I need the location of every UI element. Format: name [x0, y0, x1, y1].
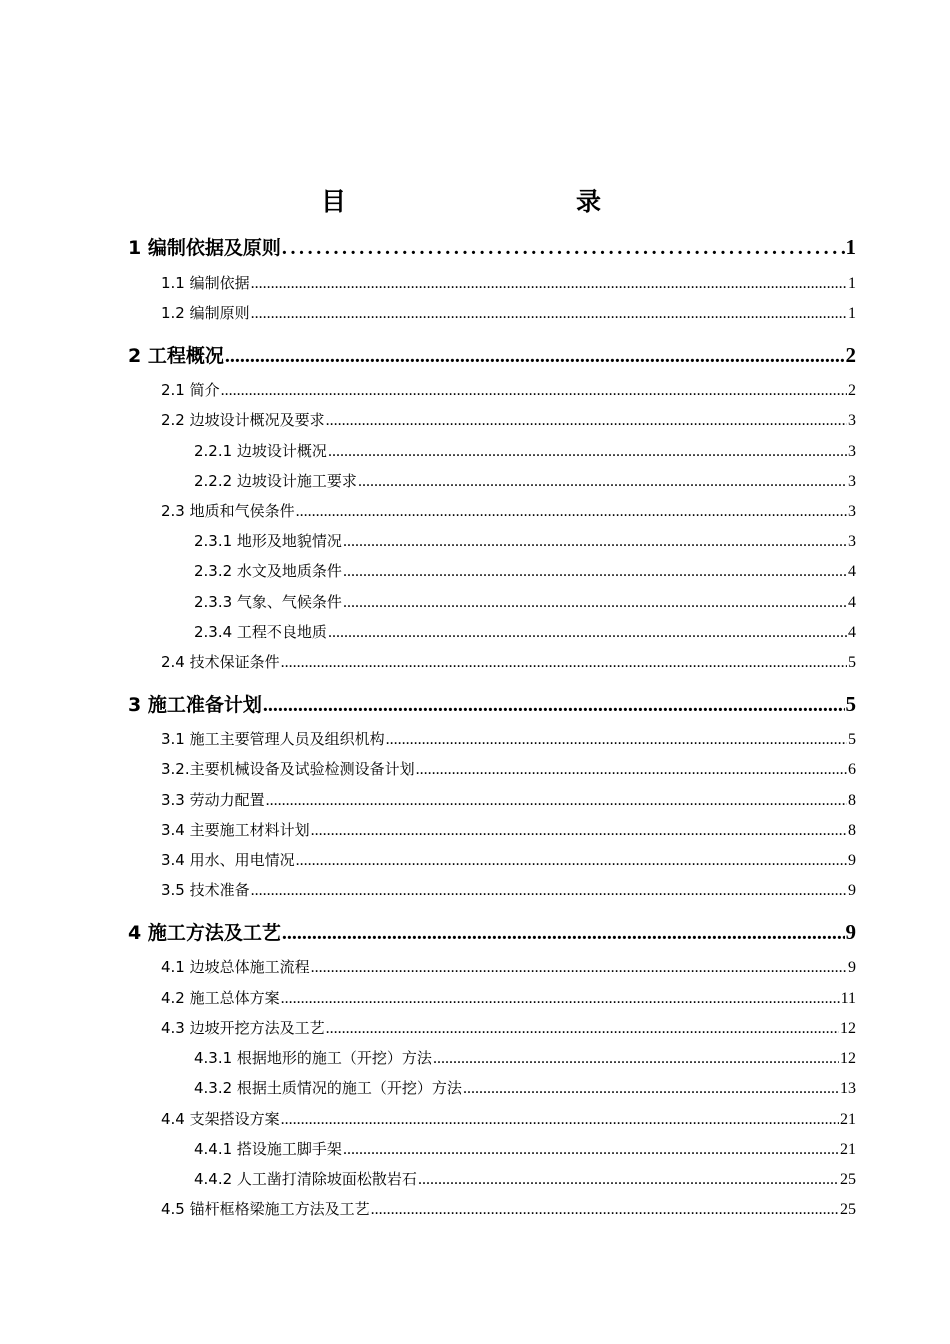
dot-leader — [251, 275, 847, 293]
toc-entry-2-3-1[interactable] — [194, 530, 856, 556]
toc-entry-4-1[interactable] — [161, 956, 856, 982]
dot-leader — [266, 792, 847, 810]
dot-leader — [463, 1080, 839, 1098]
dot-leader — [251, 305, 847, 323]
toc-entry-label: 2.3.1 地形及地貌情况 — [194, 532, 342, 550]
dot-leader — [296, 852, 847, 870]
dot-leader — [371, 1201, 839, 1219]
toc-entry-4-4[interactable] — [161, 1108, 856, 1134]
toc-entry-label: 4.3.2 根据土质情况的施工（开挖）方法 — [194, 1079, 462, 1097]
toc-entry-2[interactable] — [128, 341, 856, 367]
dot-leader — [326, 412, 847, 430]
toc-entry-label: 2.2.2 边坡设计施工要求 — [194, 472, 357, 490]
toc-entry-label: 2.4 技术保证条件 — [161, 653, 280, 671]
toc-entry-3-2[interactable] — [161, 758, 856, 784]
toc-entry-label: 2.2.1 边坡设计概况 — [194, 442, 327, 460]
toc-entry-1[interactable] — [128, 233, 856, 259]
toc-entry-3-4b[interactable] — [161, 849, 856, 875]
toc-entry-4-5[interactable] — [161, 1198, 856, 1224]
toc-entry-label: 2.3.2 水文及地质条件 — [194, 562, 342, 580]
toc-entry-2-2[interactable] — [161, 409, 856, 435]
toc-entry-page: 3 — [848, 443, 856, 460]
toc-entry-page: 2 — [845, 343, 856, 367]
toc-entry-4-3-2[interactable] — [194, 1077, 856, 1103]
dot-leader — [343, 594, 847, 612]
toc-entry-page: 4 — [848, 594, 856, 611]
toc-entry-label: 3.4 用水、用电情况 — [161, 851, 295, 869]
dot-leader — [326, 1020, 839, 1038]
toc-entry-page: 1 — [848, 275, 856, 292]
toc-entry-page: 1 — [845, 235, 856, 259]
toc-entry-label: 2.3.4 工程不良地质 — [194, 623, 327, 641]
toc-entry-label: 3.1 施工主要管理人员及组织机构 — [161, 730, 385, 748]
toc-entry-2-3-2[interactable] — [194, 560, 856, 586]
dot-leader — [328, 624, 847, 642]
toc-entry-4-4-1[interactable] — [194, 1138, 856, 1164]
toc-entry-label: 1.2 编制原则 — [161, 304, 250, 322]
dot-leader — [386, 731, 847, 749]
toc-entry-label: 3.5 技术准备 — [161, 881, 250, 899]
toc-entry-page: 25 — [840, 1201, 856, 1218]
toc-entry-3-3[interactable] — [161, 789, 856, 815]
toc-entry-label: 1.1 编制依据 — [161, 274, 250, 292]
dot-leader — [416, 761, 847, 779]
toc-entry-label: 4 施工方法及工艺 — [128, 922, 281, 944]
toc-entry-label: 4.5 锚杆框格梁施工方法及工艺 — [161, 1200, 370, 1218]
toc-entry-page: 8 — [848, 822, 856, 839]
toc-entry-page: 5 — [848, 654, 856, 671]
toc-entry-page: 13 — [840, 1080, 856, 1097]
toc-entry-2-4[interactable] — [161, 651, 856, 677]
toc-entry-label: 4.3 边坡开挖方法及工艺 — [161, 1019, 325, 1037]
dot-leader — [343, 533, 847, 551]
dot-leader — [296, 503, 847, 521]
toc-entry-page: 1 — [848, 305, 856, 322]
dot-leader — [311, 822, 847, 840]
toc-entry-label: 1 编制依据及原则 — [128, 237, 281, 259]
dot-leader — [433, 1050, 839, 1068]
dot-leader — [343, 563, 847, 581]
toc-entry-label: 3.4 主要施工材料计划 — [161, 821, 310, 839]
dot-leader — [221, 382, 847, 400]
toc-entry-label: 3.2.主要机械设备及试验检测设备计划 — [161, 760, 415, 778]
toc-entry-page: 8 — [848, 792, 856, 809]
toc-entry-page: 25 — [840, 1171, 856, 1188]
toc-entry-page: 9 — [848, 852, 856, 869]
toc-entry-label: 4.1 边坡总体施工流程 — [161, 958, 310, 976]
toc-entry-label: 3.3 劳动力配置 — [161, 791, 265, 809]
toc-entry-page: 9 — [848, 882, 856, 899]
toc-entry-3-1[interactable] — [161, 728, 856, 754]
toc-entry-page: 12 — [840, 1050, 856, 1067]
toc-entry-3-5[interactable] — [161, 879, 856, 905]
toc-entry-label: 3 施工准备计划 — [128, 694, 262, 716]
toc-entry-4[interactable] — [128, 918, 856, 944]
toc-entry-page: 3 — [848, 412, 856, 429]
toc-entry-page: 6 — [848, 761, 856, 778]
dot-leader — [328, 443, 847, 461]
toc-entry-page: 2 — [848, 382, 856, 399]
dot-leader — [281, 654, 847, 672]
toc-entry-page: 5 — [848, 731, 856, 748]
toc-entry-2-3-3[interactable] — [194, 591, 856, 617]
toc-entry-3[interactable] — [128, 690, 856, 716]
dot-leader — [418, 1171, 839, 1189]
toc-entry-label: 2.3.3 气象、气候条件 — [194, 593, 342, 611]
toc-entry-label: 4.4.2 人工凿打清除坡面松散岩石 — [194, 1170, 417, 1188]
toc-entry-page: 4 — [848, 563, 856, 580]
toc-entry-page: 11 — [840, 990, 856, 1007]
dot-leader — [263, 694, 845, 717]
dot-leader — [281, 1111, 839, 1129]
dot-leader — [311, 959, 847, 977]
toc-entry-2-3[interactable] — [161, 500, 856, 526]
toc-entry-page: 3 — [848, 503, 856, 520]
toc-entry-2-3-4[interactable] — [194, 621, 856, 647]
toc-entry-label: 2.3 地质和气侯条件 — [161, 502, 295, 520]
toc-entry-label: 4.2 施工总体方案 — [161, 989, 280, 1007]
dot-leader — [358, 473, 847, 491]
toc-title: 目 录 — [320, 187, 661, 216]
toc-entry-page: 9 — [848, 959, 856, 976]
toc-entry-label: 2 工程概况 — [128, 345, 224, 367]
toc-entry-page: 3 — [848, 473, 856, 490]
dot-leader — [282, 237, 845, 260]
dot-leader — [251, 882, 847, 900]
toc-entry-2-2-2[interactable] — [194, 470, 856, 496]
toc-entry-page: 3 — [848, 533, 856, 550]
toc-entry-4-3[interactable] — [161, 1017, 856, 1043]
toc-entry-label: 2.1 简介 — [161, 381, 220, 399]
toc-entry-page: 9 — [845, 920, 856, 944]
toc-entry-page: 21 — [840, 1111, 856, 1128]
toc-entry-2-1[interactable] — [161, 379, 856, 405]
toc-entry-2-2-1[interactable] — [194, 440, 856, 466]
toc-entry-3-4[interactable] — [161, 819, 856, 845]
toc-entry-1-2[interactable] — [161, 302, 856, 328]
toc-entry-4-3-1[interactable] — [194, 1047, 856, 1073]
toc-entry-label: 2.2 边坡设计概况及要求 — [161, 411, 325, 429]
toc-entry-1-1[interactable] — [161, 272, 856, 298]
toc-entry-page: 21 — [840, 1141, 856, 1158]
toc-entry-page: 4 — [848, 624, 856, 641]
toc-entry-label: 4.4 支架搭设方案 — [161, 1110, 280, 1128]
dot-leader — [282, 922, 845, 945]
dot-leader — [281, 990, 840, 1008]
toc-entry-4-2[interactable] — [161, 987, 856, 1013]
toc-entry-label: 4.4.1 搭设施工脚手架 — [194, 1140, 342, 1158]
toc-entry-4-4-2[interactable] — [194, 1168, 856, 1194]
toc-entry-label: 4.3.1 根据地形的施工（开挖）方法 — [194, 1049, 432, 1067]
dot-leader — [343, 1141, 839, 1159]
dot-leader — [225, 345, 845, 368]
toc-entry-page: 5 — [845, 692, 856, 716]
toc-entry-page: 12 — [840, 1020, 856, 1037]
